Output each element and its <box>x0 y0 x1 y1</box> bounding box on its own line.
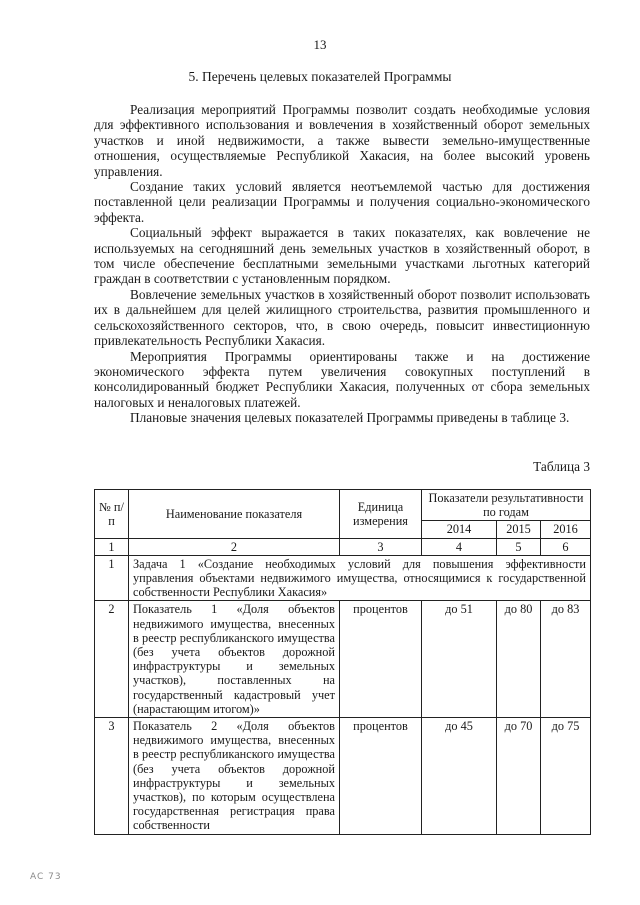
table-caption: Таблица 3 <box>533 459 590 474</box>
table-row <box>95 601 591 718</box>
header-year-2015: 2015 <box>497 521 541 538</box>
paragraph: Создание таких условий является неотъемлемой частью для достижения поставленной цели реализации Программы и получения социально-экономического эффекта. <box>94 179 590 225</box>
paragraph: Плановые значения целевых показателей Программы приведены в таблице 3. <box>130 410 570 426</box>
value-2015: до 80 <box>497 601 541 718</box>
header-unit: Единица измерения <box>340 490 422 539</box>
paragraph: Вовлечение земельных участков в хозяйственный оборот позволит использовать их в дальнейшем для целей жилищного строительства, развития промышленного и сельскохозяйственного секторов, что, в свою очередь, повысит инвестиционную привлекательность Республики Хакасия. <box>94 286 590 349</box>
column-number: 5 <box>497 538 541 555</box>
indicator-name: Показатель 1 «Доля объектов недвижимого имущества, внесенных в реестр республиканского имущества (без учета объектов дорожной инфраструктуры и земельных участков), поставленных на государственный кадастровый учет (нарастающим итогом)» <box>129 601 340 718</box>
section-title: 5. Перечень целевых показателей Программы <box>188 69 452 84</box>
value-2014: до 51 <box>422 601 497 718</box>
column-number: 3 <box>340 538 422 555</box>
value-2016: до 83 <box>541 601 591 718</box>
paragraph: Реализация мероприятий Программы позволит создать необходимые условия для эффективного использования и вовлечения в хозяйственный оборот земельных участков и иной недвижимости, а также вывести земельно-имущественные отношения, осуществляемые Республикой Хакасия, на более высокий уровень управления. <box>94 102 590 179</box>
header-num: № п/п <box>95 490 129 539</box>
task-text: Задача 1 «Создание необходимых условий для повышения эффективности управления объектами недвижимого имущества, относящимися к государственной собственности Республики Хакасия» <box>129 555 591 601</box>
header-indicators: Показатели результативности по годам <box>422 490 591 521</box>
column-number: 2 <box>129 538 340 555</box>
indicator-unit: процентов <box>340 718 422 835</box>
value-2015: до 70 <box>497 718 541 835</box>
value-2016: до 75 <box>541 718 591 835</box>
row-num: 3 <box>95 718 129 835</box>
page-number: 13 <box>313 37 327 52</box>
column-number: 6 <box>541 538 591 555</box>
column-number: 4 <box>422 538 497 555</box>
indicator-unit: процентов <box>340 601 422 718</box>
table-row <box>95 555 591 601</box>
header-year-2016: 2016 <box>541 521 591 538</box>
paragraph: Мероприятия Программы ориентированы также и на достижение экономического эффекта путем увеличения совокупных поступлений в консолидированный бюджет Республики Хакасия, полученных от сбора земельных налоговых и неналоговых платежей. <box>94 348 590 410</box>
column-number: 1 <box>95 538 129 555</box>
column-numbers-row <box>95 538 591 555</box>
row-num: 2 <box>95 601 129 718</box>
indicators-table <box>94 489 591 835</box>
body-text <box>94 102 590 426</box>
table-header-row <box>95 490 591 521</box>
table-row <box>95 718 591 835</box>
paragraph: Социальный эффект выражается в таких показателях, как вовлечение не используемых на сегодняшний день земельных участков в хозяйственный оборот, в том числе обеспечение бесплатными земельными участками льготных категорий граждан в соответствии с установленным порядком. <box>94 225 590 287</box>
row-num: 1 <box>95 555 129 601</box>
header-year-2014: 2014 <box>422 521 497 538</box>
header-name: Наименование показателя <box>129 490 340 539</box>
value-2014: до 45 <box>422 718 497 835</box>
footer-stamp: AC 73 <box>30 872 62 882</box>
indicator-name: Показатель 2 «Доля объектов недвижимого имущества, внесенных в реестр республиканского имущества (без учета объектов дорожной инфраструктуры и земельных участков), по которым осуществлена государственная регистрация права собственности <box>129 718 340 835</box>
